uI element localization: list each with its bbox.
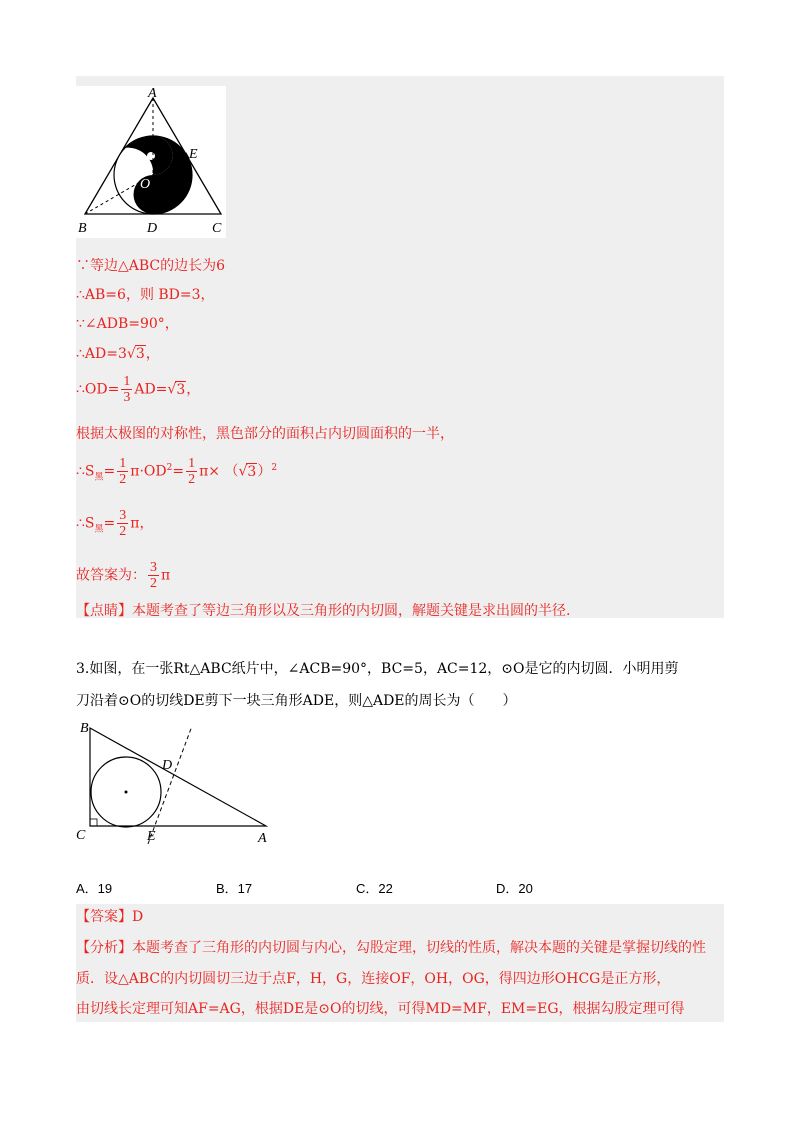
option-d[interactable]: D．20 [496, 881, 533, 896]
center-o [125, 791, 128, 794]
solution-line-8: $\therefore S_黑=$ $\frac{3}{2}$ π， [76, 508, 154, 539]
triangle-bca [90, 728, 266, 826]
question3-line-1: 3.如图，在一张Rt△ABC纸片中，∠ACB=90°，BC=5，AC=12，⊙O是它的内切圆．小明用剪 [76, 661, 679, 677]
label-a2: A [258, 831, 267, 846]
label-c: C [212, 221, 222, 236]
answer-line: 【答案】D [76, 909, 144, 925]
label-e: E [189, 147, 198, 162]
analysis-line-2: 质．设△ABC的内切圆切三边于点F，H，G，连接OF，OH，OG，得四边形OHCG是正方形， [76, 971, 671, 987]
solution-line-7: $\therefore S_黑=$ $\frac{1}{2}$ $\pi\cdot OD^2=$ $\frac{1}{2}$ $\pi\times (√3)^2$ [76, 456, 278, 487]
label-c2: C [76, 828, 86, 843]
taiji-triangle-figure [76, 86, 226, 238]
label-a: A [148, 86, 157, 101]
analysis-line-1: 【分析】本题考查了三角形的内切圆与内心，勾股定理，切线的性质，解决本题的关键是掌握切线的性 [76, 940, 706, 956]
option-b[interactable]: B．17 [216, 881, 253, 896]
label-b2: B [80, 721, 89, 736]
label-d2: D [162, 758, 173, 773]
option-a[interactable]: A．19 [76, 881, 113, 896]
solution-line-1: ∵等边△ABC的边长为6 [76, 258, 226, 274]
comment-line: 【点睛】本题考查了等边三角形以及三角形的内切圆，解题关键是求出圆的半径. [76, 603, 571, 619]
label-o: O [140, 177, 151, 192]
question3-line-2: 刀沿着⊙O的切线DE剪下一块三角形ADE，则△ADE的周长为（ ） [76, 693, 517, 709]
analysis-line-3: 由切线长定理可知AF=AG，根据DE是⊙O的切线，可得MD=MF，EM=EG，根据勾股定理可得 [76, 1001, 685, 1017]
option-c[interactable]: C．22 [356, 881, 393, 896]
right-angle-c [90, 819, 97, 826]
label-b: B [78, 221, 87, 236]
solution-line-2: ∴AB=6，则 BD=3， [76, 287, 215, 303]
taiji-white-dot [147, 152, 155, 160]
label-d: D [147, 221, 158, 236]
solution-line-5: ∴OD= $\frac{1}{3}$ AD=√3， [76, 374, 201, 405]
solution-line-6: 根据太极图的对称性，黑色部分的面积占内切圆面积的一半， [76, 426, 454, 442]
label-e2: E [147, 829, 156, 844]
solution-line-4: ∴AD=3√3， [76, 346, 160, 362]
right-triangle-figure [76, 718, 276, 848]
solution-line-3: ∵∠ADB=90°， [76, 316, 179, 332]
solution-line-9: 故答案为： $\frac{3}{2}$ π [76, 560, 171, 591]
